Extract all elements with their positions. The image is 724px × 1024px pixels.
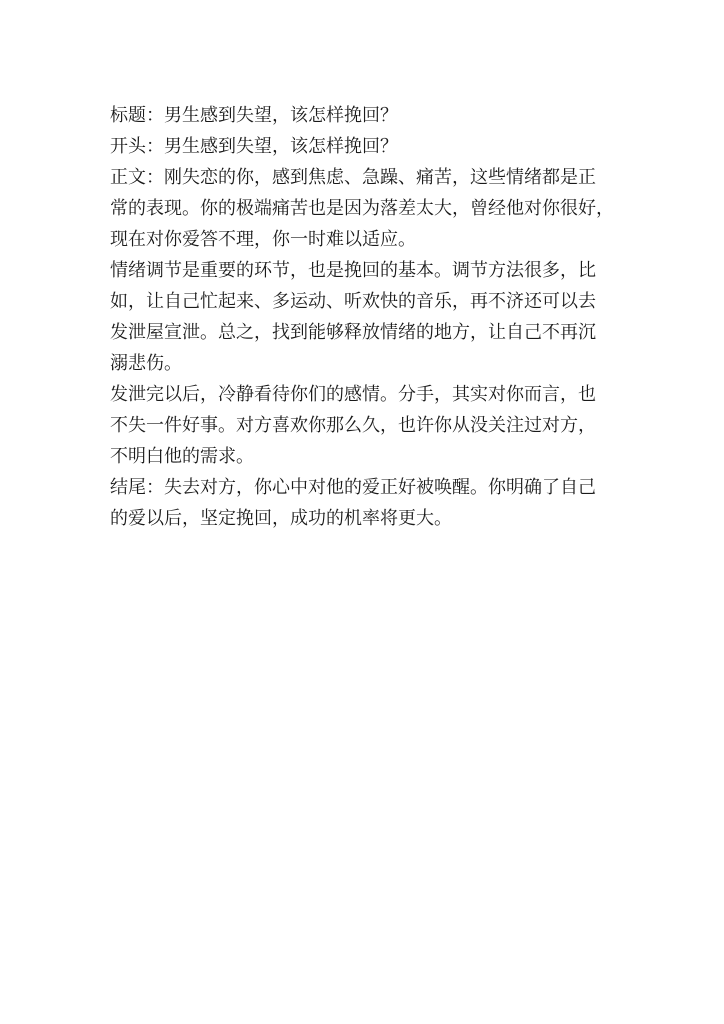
body-line: 发泄屋宣泄。总之，找到能够释放情绪的地方，让自己不再沉 [110, 322, 596, 343]
body-line: 溺悲伤。 [110, 353, 182, 374]
body-line: 不明白他的需求。 [110, 446, 254, 467]
body-line: 发泄完以后，冷静看待你们的感情。分手，其实对你而言，也 [110, 384, 596, 405]
title-line: 标题：男生感到失望，该怎样挽回？ [110, 105, 398, 126]
body-line: 如，让自己忙起来、多运动、听欢快的音乐，再不济还可以去 [110, 291, 596, 312]
body-line: 情绪调节是重要的环节，也是挽回的基本。调节方法很多，比 [110, 260, 596, 281]
body-line: 不失一件好事。对方喜欢你那么久，也许你从没关注过对方， [110, 415, 596, 436]
body-line: 现在对你爱答不理，你一时难以适应。 [110, 229, 416, 250]
body-line: 常的表现。你的极端痛苦也是因为落差太大，曾经他对你很好， [110, 198, 614, 219]
ending-line: 结尾：失去对方，你心中对他的爱正好被唤醒。你明确了自己 [110, 477, 596, 498]
opening-line: 开头：男生感到失望，该怎样挽回？ [110, 136, 398, 157]
document-body [110, 100, 630, 534]
ending-line: 的爱以后，坚定挽回，成功的机率将更大。 [110, 508, 452, 529]
body-line: 正文：刚失恋的你，感到焦虑、急躁、痛苦，这些情绪都是正 [110, 167, 596, 188]
